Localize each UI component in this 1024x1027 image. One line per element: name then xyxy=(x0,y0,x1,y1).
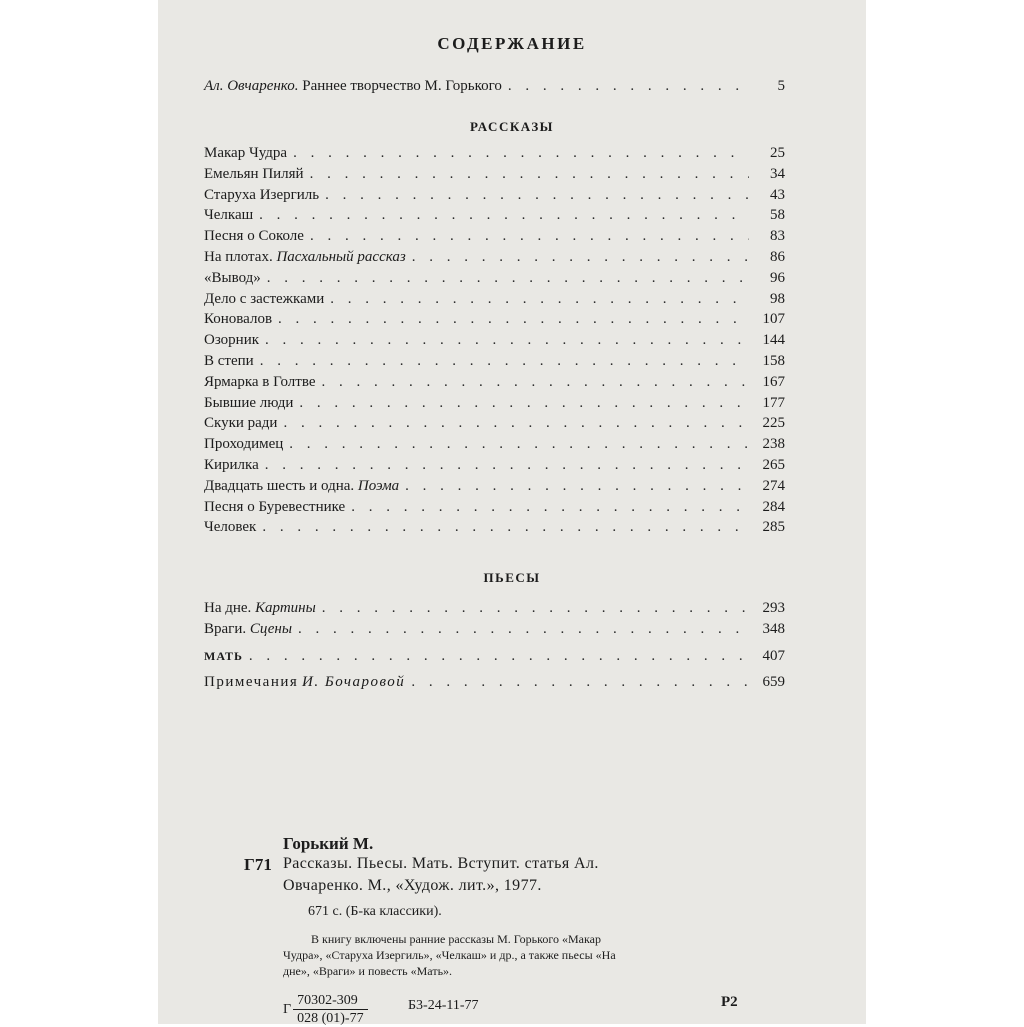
entry-subtitle: Поэма xyxy=(357,477,400,494)
leader-dots xyxy=(411,674,749,691)
entry-title: Человек xyxy=(204,519,257,536)
entry-page: 225 xyxy=(762,415,785,432)
entry-title: Озорник xyxy=(204,332,260,349)
leader-dots xyxy=(351,499,749,516)
leader-dots xyxy=(330,291,749,308)
entry-title: Ярмарка в Голтве xyxy=(204,373,316,390)
toc-entry xyxy=(204,249,785,271)
leader-dots xyxy=(298,621,749,638)
toc-entry-novel xyxy=(204,648,785,670)
toc-entry xyxy=(204,353,785,375)
leader-dots xyxy=(283,415,749,432)
entry-title: Двадцать шесть и одна. xyxy=(204,477,355,494)
toc-entry xyxy=(204,332,785,354)
leader-dots xyxy=(321,374,749,391)
stories-heading: РАССКАЗЫ xyxy=(470,119,554,134)
entry-page: 285 xyxy=(762,519,785,536)
entry-title: Враги. xyxy=(204,621,247,637)
entry-title: В степи xyxy=(204,353,254,369)
novel-page: 407 xyxy=(762,648,785,664)
toc-entry xyxy=(204,270,785,292)
entry-page: 238 xyxy=(762,436,785,453)
leader-dots xyxy=(262,519,749,536)
toc-entry xyxy=(204,291,785,313)
biblio-class-code: Б3-24-11-77 xyxy=(408,998,479,1013)
biblio-code: Г71 xyxy=(244,855,272,874)
leader-dots xyxy=(508,78,749,95)
entry-title: Бывшие люди xyxy=(204,394,294,411)
entry-page: 167 xyxy=(762,373,785,390)
entry-page: 293 xyxy=(762,600,785,616)
entry-title: Песня о Соколе xyxy=(204,228,304,245)
leader-dots xyxy=(412,249,749,266)
entry-title: «Вывод» xyxy=(204,269,261,286)
leader-dots xyxy=(265,332,749,349)
toc-entry xyxy=(204,621,785,643)
leader-dots xyxy=(299,395,749,412)
entry-title: Дело с застежками xyxy=(204,290,325,307)
entry-title: Проходимец xyxy=(204,436,284,453)
entry-page: 274 xyxy=(762,477,785,494)
entry-subtitle: Пасхальный рассказ xyxy=(276,249,406,265)
entry-page: 25 xyxy=(770,145,785,161)
entry-title: На плотах. xyxy=(204,249,273,265)
entry-page: 96 xyxy=(770,269,785,286)
entry-title: Скуки ради xyxy=(204,415,278,432)
leader-dots xyxy=(325,187,749,204)
index-denominator: 028 (01)-77 xyxy=(297,1011,364,1026)
leader-dots xyxy=(259,207,749,224)
leader-dots xyxy=(322,600,749,617)
notes-page: 659 xyxy=(762,674,785,690)
toc-entry xyxy=(204,395,785,417)
leader-dots xyxy=(310,228,749,245)
entry-title: Старуха Изергиль xyxy=(204,186,320,203)
biblio-line-2: Овчаренко. М., «Худож. лит.», 1977. xyxy=(283,877,542,894)
entry-page: 98 xyxy=(770,290,785,307)
entry-title: Емельян Пиляй xyxy=(204,165,304,182)
index-fraction xyxy=(293,992,368,1027)
entry-subtitle: Сцены xyxy=(249,621,292,637)
toc-entry xyxy=(204,499,785,521)
toc-entry xyxy=(204,457,785,479)
intro-title: Раннее творчество М. Горького xyxy=(302,78,502,94)
entry-page: 86 xyxy=(770,249,785,265)
leader-dots xyxy=(289,436,749,453)
entry-title: Челкаш xyxy=(204,207,254,224)
toc-entry xyxy=(204,187,785,209)
toc-entry xyxy=(204,600,785,622)
biblio-pages: 671 с. (Б-ка классики). xyxy=(308,904,442,919)
leader-dots xyxy=(293,145,749,162)
biblio-note-line-1: В книгу включены ранние рассказы М. Горького «Макар xyxy=(311,932,601,946)
biblio-line-1: Рассказы. Пьесы. Мать. Вступит. статья Ал. xyxy=(283,855,599,872)
entry-page: 158 xyxy=(762,353,785,369)
entry-page: 284 xyxy=(762,498,785,515)
entry-page: 177 xyxy=(762,394,785,411)
entry-subtitle: Картины xyxy=(255,600,316,616)
toc-entry xyxy=(204,436,785,458)
leader-dots xyxy=(278,311,749,328)
toc-entry xyxy=(204,228,785,250)
entry-title: Песня о Буревестнике xyxy=(204,498,346,515)
biblio-note-line-2: Чудра», «Старуха Изергиль», «Челкаш» и др., а также пьесы «На xyxy=(283,948,616,962)
toc-entry-intro xyxy=(204,78,785,100)
entry-title: Кирилка xyxy=(204,457,259,473)
toc-entry xyxy=(204,311,785,333)
toc-entry-notes xyxy=(204,674,785,696)
notes-title: Примечания xyxy=(204,674,299,690)
contents-title: СОДЕРЖАНИЕ xyxy=(437,34,587,53)
toc-entry xyxy=(204,519,785,541)
entry-page: 43 xyxy=(770,186,785,203)
plays-heading: ПЬЕСЫ xyxy=(483,570,541,585)
intro-author: Ал. Овчаренко. xyxy=(204,78,299,94)
intro-page: 5 xyxy=(777,78,785,94)
entry-page: 144 xyxy=(762,332,785,349)
entry-title: Макар Чудра xyxy=(204,145,288,161)
biblio-note-line-3: дне», «Враги» и повесть «Мать». xyxy=(283,964,453,978)
leader-dots xyxy=(249,648,749,665)
entry-page: 58 xyxy=(770,207,785,224)
entry-page: 83 xyxy=(770,228,785,245)
entry-page: 348 xyxy=(762,621,785,637)
biblio-right-code: Р2 xyxy=(721,994,738,1010)
toc-entry xyxy=(204,415,785,437)
leader-dots xyxy=(260,353,749,370)
index-numerator: 70302-309 xyxy=(293,992,368,1010)
entry-title: На дне. xyxy=(204,600,252,616)
toc-entry xyxy=(204,166,785,188)
leader-dots xyxy=(267,270,749,287)
index-prefix: Г xyxy=(283,1001,292,1017)
toc-entry xyxy=(204,374,785,396)
toc-entry xyxy=(204,207,785,229)
toc-entry xyxy=(204,478,785,500)
notes-author: И. Бочаровой xyxy=(302,674,406,690)
book-page xyxy=(158,0,866,1024)
novel-title: МАТЬ xyxy=(204,649,243,663)
toc-entry xyxy=(204,145,785,167)
leader-dots xyxy=(310,166,749,183)
entry-page: 265 xyxy=(762,457,785,473)
entry-page: 107 xyxy=(762,311,785,328)
biblio-index xyxy=(283,992,368,1027)
biblio-author: Горький М. xyxy=(283,834,374,853)
entry-title: Коновалов xyxy=(204,311,273,328)
leader-dots xyxy=(265,457,749,474)
leader-dots xyxy=(405,478,749,495)
entry-page: 34 xyxy=(770,165,785,182)
